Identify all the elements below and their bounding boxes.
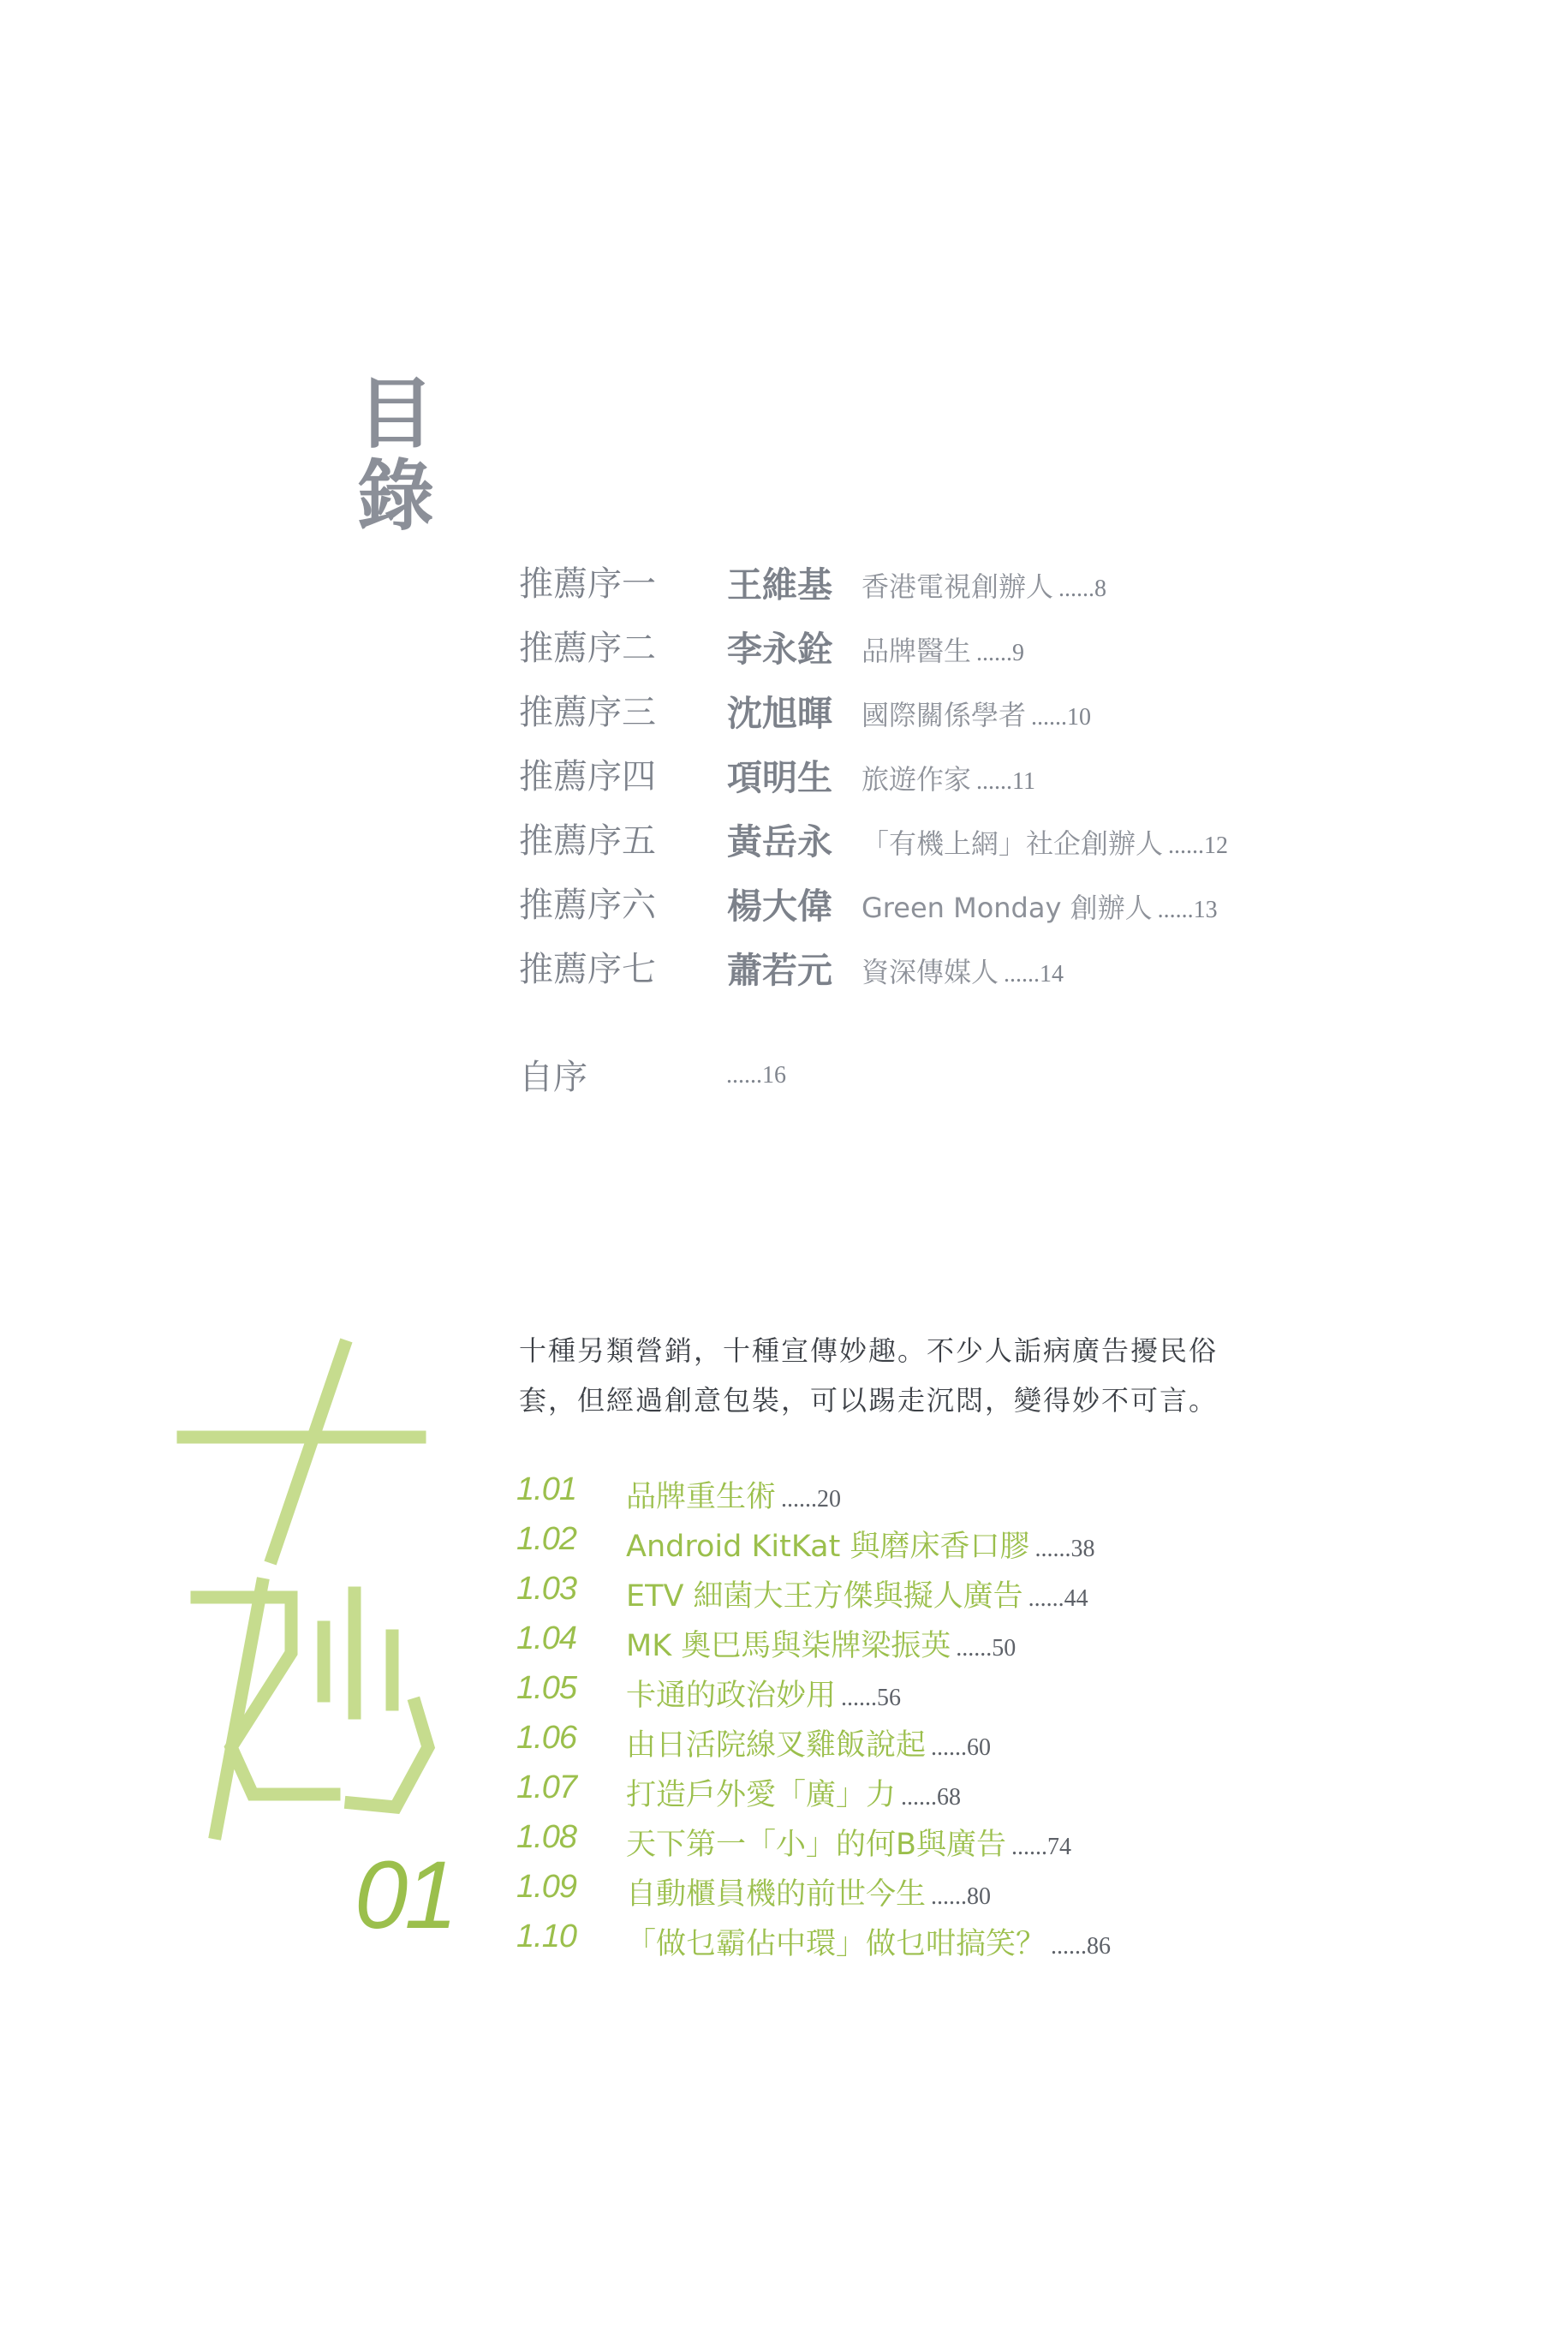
chapter-item-title: 由日活院線叉雞飯說起 [626, 1728, 927, 1763]
toc-title [353, 369, 438, 541]
chapter-item-number: 1.01 [516, 1471, 576, 1507]
foreword-role: 國際關係學者 [862, 699, 1027, 731]
chapter-item-number: 1.10 [516, 1918, 576, 1954]
glyph-stroke [272, 1346, 344, 1557]
chapter-item-title-line [626, 1821, 1071, 1864]
chapter-item-title-line [626, 1672, 901, 1715]
chapter-item-title-line [626, 1622, 1016, 1665]
foreword-label: 推薦序四 [519, 757, 656, 797]
foreword-page: ......13 [1157, 897, 1218, 923]
chapter-item-title: ETV 細菌大王方傑與擬人廣告 [626, 1579, 1023, 1614]
chapter-item-number: 1.05 [516, 1670, 576, 1706]
foreword-role-line [862, 822, 1228, 862]
foreword-author: 黃岳永 [727, 821, 832, 862]
chapter-item-title: 自動櫃員機的前世今生 [626, 1877, 927, 1912]
chapter-item-page: ......74 [1011, 1834, 1072, 1860]
chapter-intro [519, 1326, 1273, 1425]
foreword-role-line [862, 758, 1035, 797]
foreword-role: Green Monday 創辦人 [862, 892, 1153, 924]
chapter-item-title-line [626, 1871, 991, 1913]
foreword-role-line [862, 886, 1218, 926]
chapter-item-page: ......60 [931, 1734, 992, 1761]
foreword-label: 推薦序五 [519, 821, 656, 861]
chapter-item-number: 1.02 [516, 1521, 576, 1557]
foreword-role-line [862, 565, 1106, 605]
chapter-item-page: ......44 [1028, 1585, 1088, 1612]
chapter-item-title: MK 奧巴馬與柒牌梁振英 [626, 1629, 951, 1663]
foreword-label: 推薦序三 [519, 693, 656, 732]
chapter-item-page: ......56 [841, 1685, 902, 1711]
chapter-item-title-line [626, 1771, 961, 1814]
chapter-item-page: ......20 [781, 1486, 842, 1513]
chapter-item-title-line [626, 1920, 1111, 1963]
foreword-role: 品牌醫生 [862, 635, 972, 667]
foreword-role-line [862, 951, 1064, 990]
foreword-author: 王維基 [727, 564, 832, 606]
foreword-role: 旅遊作家 [862, 763, 972, 796]
foreword-label: 推薦序六 [519, 886, 656, 925]
foreword-label: 推薦序一 [519, 564, 656, 604]
preface-page: ......16 [726, 1062, 786, 1089]
chapter-item-title-line [626, 1523, 1094, 1566]
foreword-page: ......8 [1058, 576, 1107, 602]
chapter-intro-line: 套，但經過創意包裝，可以踢走沉悶，變得妙不可言。 [519, 1384, 1219, 1417]
chapter-item-title: 天下第一「小」的何B與廣告 [626, 1828, 1007, 1862]
chapter-item-number: 1.07 [516, 1769, 576, 1805]
chapter-intro-line: 十種另類營銷，十種宣傳妙趣。不少人詬病廣告擾民俗 [519, 1334, 1219, 1367]
chapter-item-page: ......80 [931, 1883, 992, 1910]
foreword-page: ......14 [1004, 961, 1064, 987]
chapter-item-title: 卡通的政治妙用 [626, 1679, 837, 1713]
chapter-item-title-line [626, 1721, 991, 1764]
foreword-label: 推薦序二 [519, 629, 656, 668]
foreword-author: 蕭若元 [727, 950, 832, 991]
foreword-role: 資深傳媒人 [862, 956, 999, 988]
glyph-stroke [351, 1704, 428, 1807]
foreword-role-line [862, 694, 1091, 733]
chapter-item-number: 1.06 [516, 1720, 576, 1756]
chapter-item-page: ......50 [956, 1635, 1017, 1662]
foreword-page: ......9 [976, 640, 1025, 666]
foreword-author: 項明生 [727, 757, 832, 798]
chapter-item-number: 1.08 [516, 1819, 576, 1855]
chapter-item-number: 1.09 [516, 1869, 576, 1905]
chapter-decor-glyphs [171, 1336, 454, 1850]
chapter-item-page: ......38 [1034, 1536, 1095, 1562]
toc-title-line2: 錄 [357, 451, 434, 541]
foreword-author: 李永銓 [727, 629, 832, 670]
glyph-stroke [197, 1597, 334, 1794]
chapter-item-title-line [626, 1572, 1088, 1615]
chapter-item-title-line [626, 1473, 841, 1516]
chapter-item-number: 1.04 [516, 1620, 576, 1656]
chapter-item-page: ......86 [1051, 1933, 1112, 1960]
foreword-page: ......10 [1031, 704, 1092, 731]
foreword-role: 香港電視創辦人 [862, 570, 1054, 603]
foreword-label: 推薦序七 [519, 950, 656, 989]
chapter-item-title: 「做乜霸佔中環」做乜咁搞笑？ [626, 1927, 1046, 1961]
foreword-role: 「有機上網」社企創辦人 [862, 827, 1164, 860]
chapter-item-title: Android KitKat 與磨床香口膠 [626, 1530, 1030, 1564]
preface-label[interactable]: 自序 [519, 1058, 587, 1097]
chapter-item-title: 打造戶外愛「廣」力 [626, 1778, 897, 1812]
chapter-number: 01 [355, 1841, 455, 1948]
chapter-item-title: 品牌重生術 [626, 1480, 777, 1514]
foreword-author: 沈旭暉 [727, 693, 832, 734]
foreword-page: ......12 [1168, 832, 1229, 859]
foreword-author: 楊大偉 [727, 886, 832, 927]
toc-title-line1: 目 [357, 369, 434, 459]
foreword-role-line [862, 629, 1024, 669]
chapter-item-number: 1.03 [516, 1571, 576, 1607]
foreword-page: ......11 [976, 768, 1035, 795]
chapter-item-page: ......68 [901, 1784, 962, 1811]
